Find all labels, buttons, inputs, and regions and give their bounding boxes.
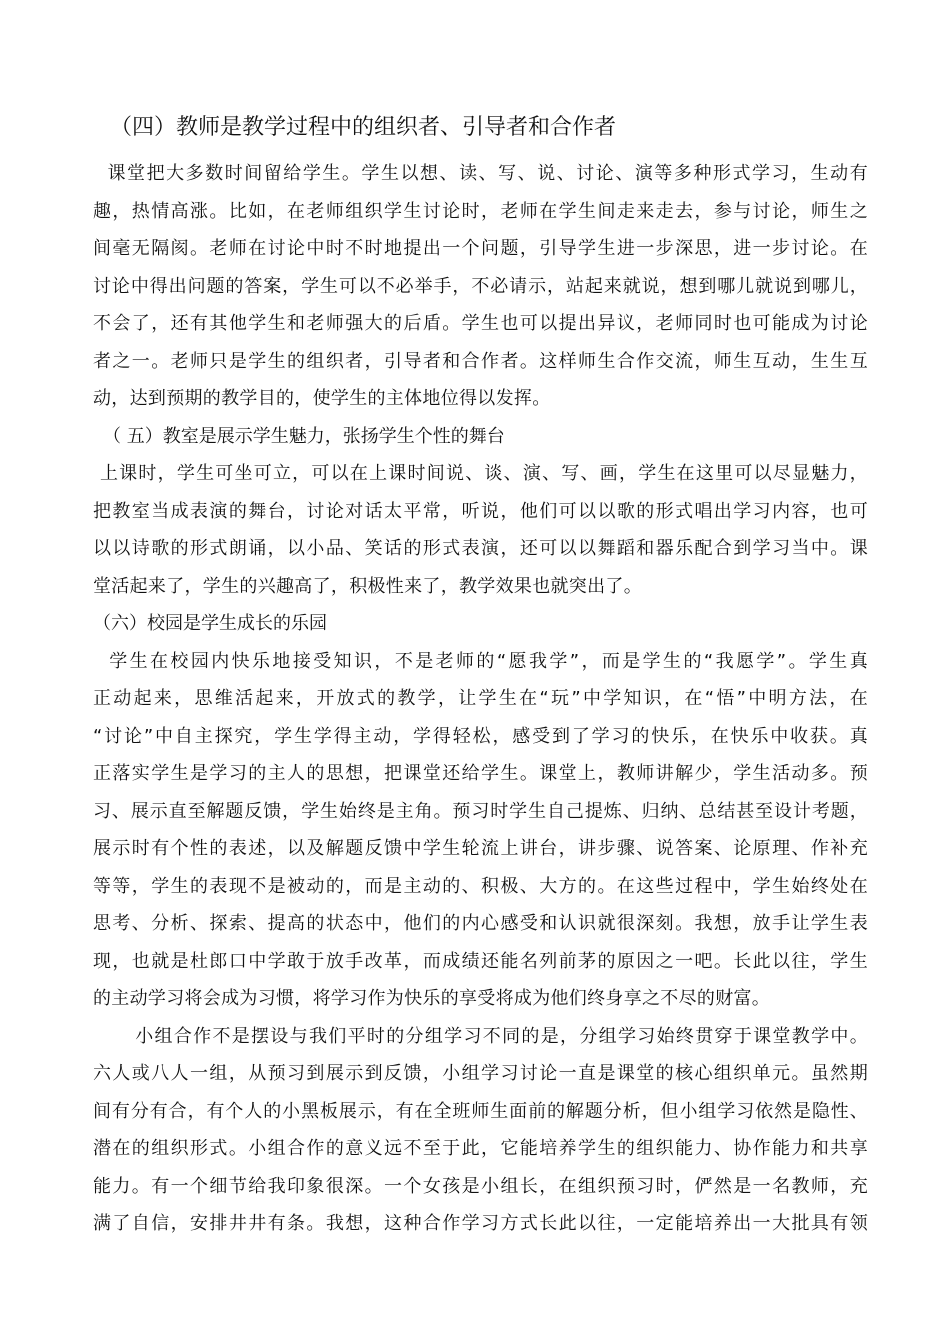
body-line: 现，也就是杜郎口中学敢于放手改革，而成绩还能名列前茅的原因之一吧。长此以往，学生 [93, 950, 868, 972]
body-line: 正动起来，思维活起来，开放式的教学，让学生在“玩”中学知识，在“悟”中明方法，在 [93, 688, 868, 709]
section-4-heading: （四）教师是教学过程中的组织者、引导者和合作者 [110, 115, 617, 140]
body-line: 思考、分析、探索、提高的状态中，他们的内心感受和认识就很深刻。我想，放手让学生表 [93, 913, 868, 934]
section-5-heading: （ 五）教室是展示学生魅力，张扬学生个性的舞台 [103, 425, 505, 447]
section-4-body [93, 155, 868, 1243]
body-line: 间有分有合，有个人的小黑板展示，有在全班师生面前的解题分析，但小组学习依然是隐性、 [93, 1100, 868, 1122]
body-line: 等等，学生的表现不是被动的，而是主动的、积极、大方的。在这些过程中，学生始终处在 [93, 875, 868, 897]
body-line: 讨论中得出问题的答案，学生可以不必举手，不必请示，站起来就说，想到哪儿就说到哪儿， [93, 275, 868, 297]
body-line: 以以诗歌的形式朗诵，以小品、笑话的形式表演，还可以以舞蹈和器乐配合到学习当中。课 [93, 538, 868, 559]
body-line: 上课时，学生可坐可立，可以在上课时间说、谈、演、写、画，学生在这里可以尽显魅力， [93, 463, 868, 484]
body-line: 间毫无隔阂。老师在讨论中时不时地提出一个问题，引导学生进一步深思，进一步讨论。在 [93, 238, 868, 259]
body-line: 展示时有个性的表述，以及解题反馈中学生轮流上讲台，讲步骤、说答案、论原理、作补充 [93, 838, 868, 859]
section-6-heading: （六）校园是学生成长的乐园 [93, 613, 327, 634]
body-line: 习、展示直至解题反馈，学生始终是主角。预习时学生自己提炼、归纳、总结甚至设计考题， [93, 800, 868, 822]
body-line: 者之一。老师只是学生的组织者，引导者和合作者。这样师生合作交流，师生互动，生生互 [93, 350, 868, 372]
body-line: 动，达到预期的教学目的，使学生的主体地位得以发挥。 [93, 388, 551, 409]
body-line: 堂活起来了，学生的兴趣高了，积极性来了，教学效果也就突出了。 [93, 575, 642, 597]
body-line: 小组合作不是摆设与我们平时的分组学习不同的是，分组学习始终贯穿于课堂教学中。 [93, 1025, 868, 1047]
body-line: 能力。有一个细节给我印象很深。一个女孩是小组长，在组织预习时，俨然是一名教师，充 [93, 1175, 868, 1197]
body-line: 趣，热情高涨。比如，在老师组织学生讨论时，老师在学生间走来走去，参与讨论，师生之 [93, 200, 868, 222]
body-line: 满了自信，安排井井有条。我想，这种合作学习方式长此以往，一定能培养出一大批具有领 [93, 1213, 868, 1234]
body-line: 六人或八人一组，从预习到展示到反馈，小组学习讨论一直是课堂的核心组织单元。虽然期 [93, 1063, 868, 1084]
body-line: 把教室当成表演的舞台，讨论对话太平常，听说，他们可以以歌的形式唱出学习内容，也可 [93, 500, 868, 522]
body-line: 潜在的组织形式。小组合作的意义远不至于此，它能培养学生的组织能力、协作能力和共享 [93, 1138, 868, 1159]
body-line: 的主动学习将会成为习惯，将学习作为快乐的享受将成为他们终身享之不尽的财富。 [93, 988, 771, 1009]
body-line: 正落实学生是学习的主人的思想，把课堂还给学生。课堂上，教师讲解少，学生活动多。预 [93, 763, 868, 784]
body-line: 不会了，还有其他学生和老师强大的后盾。学生也可以提出异议，老师同时也可能成为讨论 [93, 313, 868, 334]
body-line: “讨论”中自主探究，学生学得主动，学得轻松，感受到了学习的快乐，在快乐中收获。真 [93, 725, 868, 747]
body-line: 课堂把大多数时间留给学生。学生以想、读、写、说、讨论、演等多种形式学习，生动有 [93, 163, 868, 184]
body-line: 学生在校园内快乐地接受知识，不是老师的“愿我学”，而是学生的“我愿学”。学生真 [93, 650, 868, 672]
